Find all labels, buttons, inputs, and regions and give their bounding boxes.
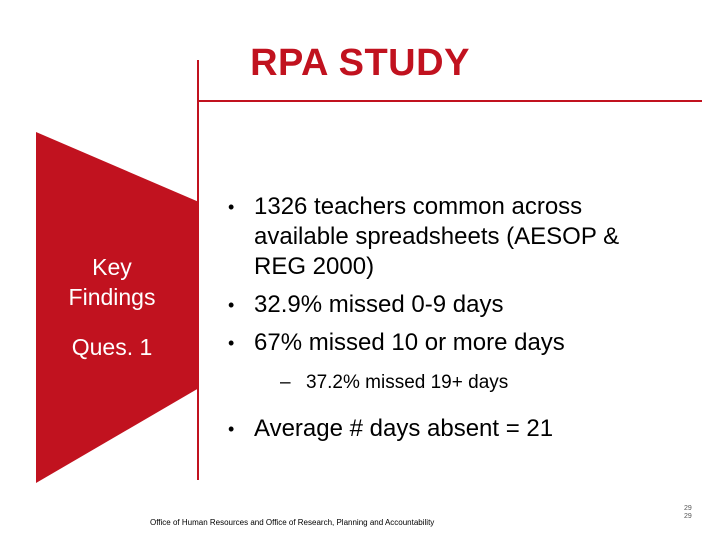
footer-text: Office of Human Resources and Office of Research, Planning and Accountability — [150, 518, 435, 527]
title-underline — [197, 100, 702, 102]
side-panel-line2: Findings — [68, 284, 156, 310]
side-panel-line1: Key — [92, 254, 132, 280]
bullet-item — [222, 414, 702, 444]
sub-bullet-item — [222, 370, 702, 396]
side-panel-heading — [36, 252, 188, 312]
bullet-text-line: available spreadsheets (AESOP & — [254, 223, 620, 250]
bullet-text: 32.9% missed 0-9 days — [254, 291, 504, 318]
page-number: 29 — [684, 513, 692, 520]
bullet-icon: • — [228, 197, 235, 217]
bullet-list — [222, 192, 702, 444]
bullet-icon: • — [228, 419, 235, 439]
dash-icon: – — [280, 372, 291, 393]
vertical-divider — [197, 60, 199, 480]
bullet-text-line: REG 2000) — [254, 253, 375, 280]
side-panel-question: Ques. 1 — [71, 334, 153, 360]
bullet-icon: • — [228, 333, 235, 353]
bullet-item — [222, 290, 702, 320]
bullet-text: 67% missed 10 or more days — [254, 329, 565, 356]
bullet-icon: • — [228, 295, 235, 315]
bullet-text-line: 1326 teachers common across — [254, 193, 583, 220]
sub-bullet-text: 37.2% missed 19+ days — [306, 372, 509, 393]
page-number: 29 — [684, 505, 692, 512]
slide-title: RPA STUDY — [250, 42, 470, 84]
bullet-item — [222, 192, 702, 282]
bullet-item — [222, 328, 702, 358]
bullet-text: Average # days absent = 21 — [254, 415, 554, 442]
